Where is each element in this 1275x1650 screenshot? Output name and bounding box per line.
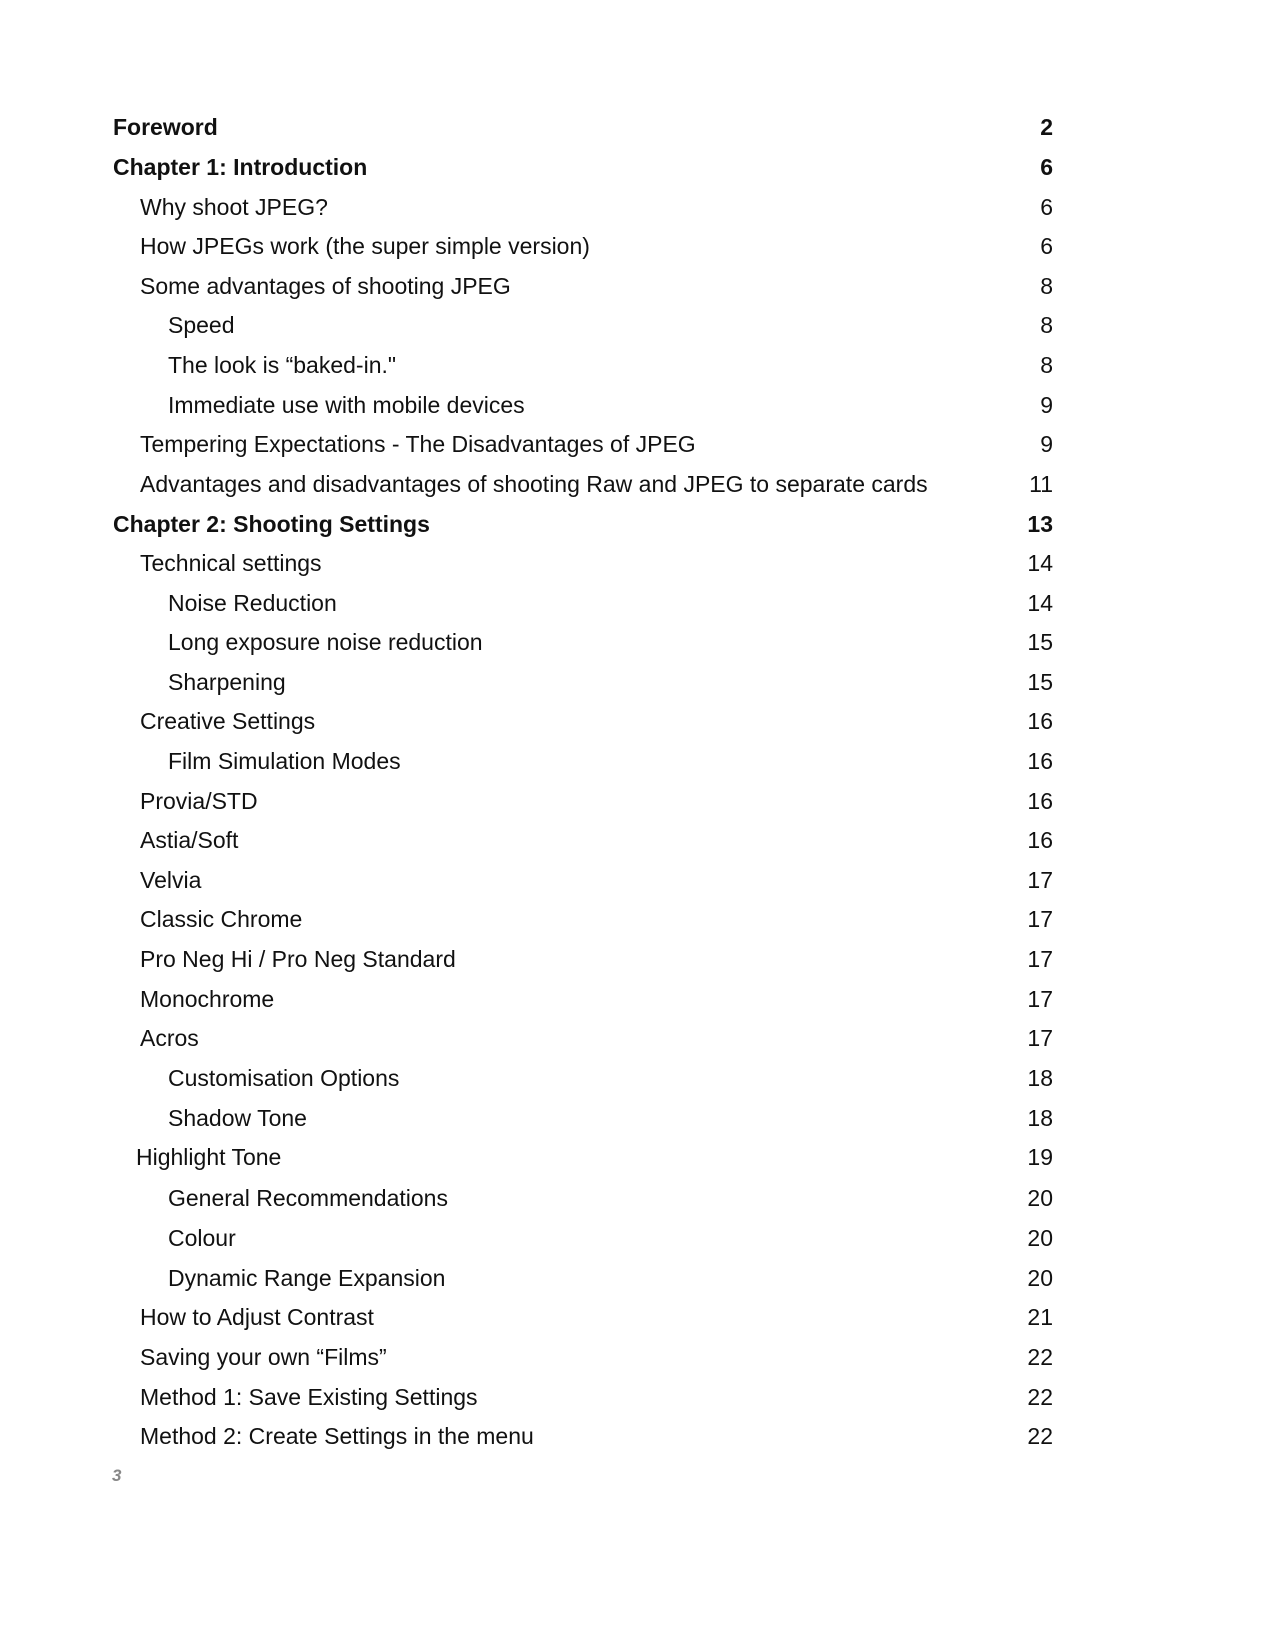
toc-entry-label: General Recommendations — [168, 1185, 448, 1211]
toc-entry[interactable] — [0, 1137, 1275, 1177]
toc-entry-page: 16 — [1027, 708, 1053, 734]
toc-entry-label: Dynamic Range Expansion — [168, 1265, 446, 1291]
toc-entry-page: 16 — [1027, 827, 1053, 853]
toc-entry-label: Monochrome — [140, 986, 275, 1012]
toc-entry-page: 9 — [1040, 431, 1053, 457]
toc-entry-page: 20 — [1027, 1225, 1053, 1251]
toc-entry[interactable] — [0, 187, 1275, 227]
toc-entry-label: Noise Reduction — [168, 590, 337, 616]
toc-entry-page: 20 — [1027, 1265, 1053, 1291]
toc-entry-label: Colour — [168, 1225, 236, 1251]
toc-entry-page: 20 — [1027, 1185, 1053, 1211]
toc-entry[interactable] — [0, 1416, 1275, 1456]
toc-entry-page: 14 — [1027, 550, 1053, 576]
toc-entry-label: Velvia — [140, 867, 202, 893]
toc-entry-label: Some advantages of shooting JPEG — [140, 273, 511, 299]
toc-entry-label: Sharpening — [168, 669, 286, 695]
toc-entry-label: Speed — [168, 312, 235, 338]
toc-entry[interactable] — [0, 464, 1275, 504]
toc-entry-page: 22 — [1027, 1344, 1053, 1370]
toc-entry-page: 17 — [1027, 986, 1053, 1012]
toc-entry-page: 21 — [1027, 1304, 1053, 1330]
toc-entry-page: 6 — [1040, 233, 1053, 259]
toc-entry-label: Highlight Tone — [136, 1144, 282, 1170]
toc-entry[interactable] — [0, 1178, 1275, 1218]
toc-entry-label: Immediate use with mobile devices — [168, 392, 525, 418]
toc-entry-page: 15 — [1027, 629, 1053, 655]
toc-entry-label: Why shoot JPEG? — [140, 194, 328, 220]
toc-entry-page: 16 — [1027, 748, 1053, 774]
toc-entry-label: Acros — [140, 1025, 199, 1051]
toc-entry-label: Saving your own “Films” — [140, 1344, 387, 1370]
toc-entry[interactable] — [0, 701, 1275, 741]
toc-entry-chapter-2[interactable] — [0, 504, 1275, 544]
toc-entry-page: 17 — [1027, 1025, 1053, 1051]
toc-entry-label: Foreword — [113, 114, 218, 140]
toc-entry[interactable] — [0, 899, 1275, 939]
toc-entry-page: 11 — [1029, 471, 1053, 497]
toc-entry[interactable] — [0, 1098, 1275, 1138]
toc-entry-label: Astia/Soft — [140, 827, 239, 853]
toc-entry-label: Shadow Tone — [168, 1105, 307, 1131]
toc-entry[interactable] — [0, 781, 1275, 821]
toc-entry[interactable] — [0, 939, 1275, 979]
toc-entry[interactable] — [0, 1258, 1275, 1298]
toc-entry[interactable] — [0, 345, 1275, 385]
toc-entry-page: 14 — [1027, 590, 1053, 616]
toc-entry[interactable] — [0, 226, 1275, 266]
toc-entry-page: 6 — [1040, 154, 1053, 180]
toc-entry-label: How to Adjust Contrast — [140, 1304, 374, 1330]
toc-entry[interactable] — [0, 1297, 1275, 1337]
toc-entry[interactable] — [0, 1377, 1275, 1417]
toc-entry-foreword[interactable] — [0, 107, 1275, 147]
toc-entry-page: 2 — [1040, 114, 1053, 140]
toc-entry-page: 22 — [1027, 1423, 1053, 1449]
toc-entry-label: Tempering Expectations - The Disadvantages of JPEG — [140, 431, 696, 457]
toc-entry[interactable] — [0, 979, 1275, 1019]
toc-entry-page: 19 — [1027, 1144, 1053, 1170]
toc-entry-label: Classic Chrome — [140, 906, 303, 932]
toc-entry[interactable] — [0, 662, 1275, 702]
toc-entry[interactable] — [0, 543, 1275, 583]
toc-entry-label: Provia/STD — [140, 788, 258, 814]
toc-entry-page: 8 — [1040, 352, 1053, 378]
toc-entry[interactable] — [0, 1337, 1275, 1377]
toc-entry-page: 17 — [1027, 946, 1053, 972]
toc-entry[interactable] — [0, 583, 1275, 623]
toc-entry-page: 17 — [1027, 906, 1053, 932]
toc-entry-label: Customisation Options — [168, 1065, 400, 1091]
toc-entry[interactable] — [0, 305, 1275, 345]
toc-entry[interactable] — [0, 1218, 1275, 1258]
toc-entry[interactable] — [0, 385, 1275, 425]
toc-entry[interactable] — [0, 1018, 1275, 1058]
toc-entry-page: 6 — [1040, 194, 1053, 220]
toc-entry-page: 15 — [1027, 669, 1053, 695]
toc-entry-label: Technical settings — [140, 550, 322, 576]
toc-entry-page: 22 — [1027, 1384, 1053, 1410]
toc-entry-page: 17 — [1027, 867, 1053, 893]
toc-entry-label: Advantages and disadvantages of shooting Raw and JPEG to separate cards — [140, 471, 928, 497]
toc-entry-label: Chapter 1: Introduction — [113, 154, 368, 180]
toc-entry-page: 8 — [1040, 273, 1053, 299]
toc-entry-page: 8 — [1040, 312, 1053, 338]
toc-entry-page: 16 — [1027, 788, 1053, 814]
toc-entry[interactable] — [0, 1058, 1275, 1098]
page-number: 3 — [112, 1466, 122, 1485]
toc-entry-page: 18 — [1027, 1105, 1053, 1131]
toc-entry-label: Method 1: Save Existing Settings — [140, 1384, 478, 1410]
toc-entry-label: Long exposure noise reduction — [168, 629, 483, 655]
toc-entry[interactable] — [0, 424, 1275, 464]
toc-entry[interactable] — [0, 266, 1275, 306]
toc-entry[interactable] — [0, 820, 1275, 860]
toc-entry-label: How JPEGs work (the super simple version) — [140, 233, 590, 259]
toc-entry[interactable] — [0, 860, 1275, 900]
toc-entry-label: Creative Settings — [140, 708, 316, 734]
toc-entry-label: Chapter 2: Shooting Settings — [113, 511, 430, 537]
toc-entry-label: The look is “baked-in." — [168, 352, 397, 378]
toc-entry-page: 18 — [1027, 1065, 1053, 1091]
toc-entry-chapter-1[interactable] — [0, 147, 1275, 187]
toc-entry[interactable] — [0, 741, 1275, 781]
toc-entry-page: 13 — [1027, 511, 1053, 537]
toc-entry-page: 9 — [1040, 392, 1053, 418]
toc-entry[interactable] — [0, 622, 1275, 662]
toc-entry-label: Film Simulation Modes — [168, 748, 401, 774]
toc-entry-label: Method 2: Create Settings in the menu — [140, 1423, 534, 1449]
toc-entry-label: Pro Neg Hi / Pro Neg Standard — [140, 946, 456, 972]
